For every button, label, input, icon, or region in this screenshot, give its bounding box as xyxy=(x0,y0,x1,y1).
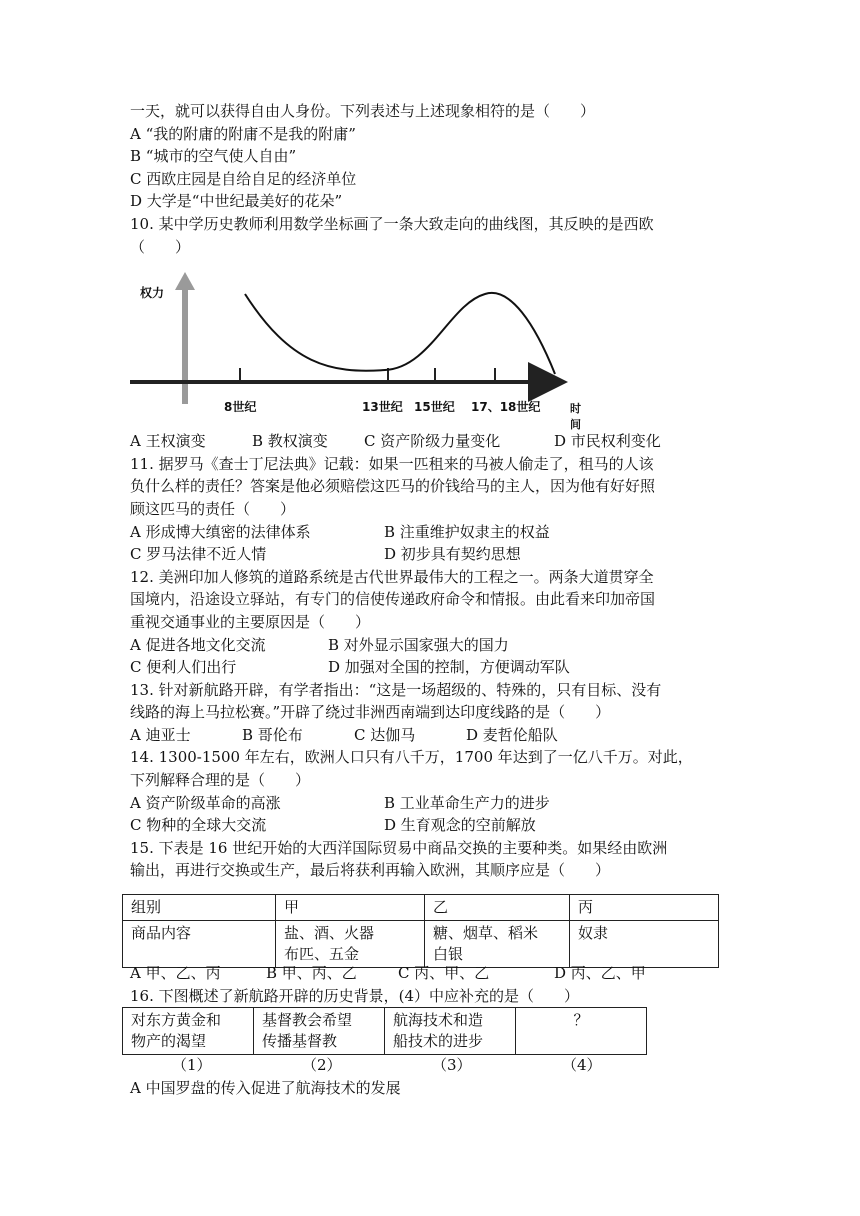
background-cell-4 xyxy=(516,1008,647,1055)
q13-option-a: A 迪亚士 xyxy=(130,725,191,744)
background-cell-1 xyxy=(123,1008,254,1055)
cell-line: 白银 xyxy=(433,945,464,963)
table-header-cell: 组别 xyxy=(123,895,276,921)
q10-option-a: A 王权演变 xyxy=(130,432,206,451)
q9-option-c: C 西欧庄园是自给自足的经济单位 xyxy=(130,169,357,188)
cell-line: 布匹、五金 xyxy=(284,945,360,963)
cell-line: 糖、烟草、稻米 xyxy=(433,924,539,942)
q12-option-a: A 促进各地文化交流 xyxy=(130,635,266,654)
q13-option-b: B 哥伦布 xyxy=(242,725,303,744)
q12-options-row-2 xyxy=(130,656,730,679)
q10-stem-bracket: （ ） xyxy=(130,237,191,256)
table-header-cell: 甲 xyxy=(276,895,425,921)
trade-goods-table xyxy=(122,894,719,968)
cell-line: 奴隶 xyxy=(578,924,609,942)
q15-stem-2: 输出，再进行交换或生产，最后将获利再输入欧洲，其顺序应是（ ） xyxy=(130,861,611,880)
q12-option-c: C 便利人们出行 xyxy=(130,658,237,677)
q14-option-a: A 资产阶级革命的高涨 xyxy=(130,793,281,812)
q15-option-a: A 甲、乙、丙 xyxy=(130,964,221,982)
q10-option-c: C 资产阶级力量变化 xyxy=(364,432,501,451)
number-2: （2） xyxy=(302,1056,342,1074)
tick-label-15c: 15世纪 xyxy=(414,400,455,415)
q13-stem-1: 13. 针对新航路开辟，有学者指出：“这是一场超级的、特殊的，只有目标、没有 xyxy=(130,680,662,699)
q14-options-row-1 xyxy=(130,792,730,815)
y-axis-label: 权力 xyxy=(140,286,165,301)
q11-stem-1: 11. 据罗马《查士丁尼法典》记载：如果一匹租来的马被人偷走了，租马的人该 xyxy=(130,454,654,473)
table-header-row xyxy=(123,895,719,921)
cell-line: 航海技术和造 xyxy=(393,1011,484,1029)
q15-option-b: B 甲、丙、乙 xyxy=(266,964,357,982)
q12-stem-1: 12. 美洲印加人修筑的道路系统是古代世界最伟大的工程之一。两条大道贯穿全 xyxy=(130,567,654,586)
cell-line: 对东方黄金和 xyxy=(131,1011,222,1029)
q9-option-b: B “城市的空气使人自由” xyxy=(130,147,297,166)
q9-option-d: D 大学是“中世纪最美好的花朵” xyxy=(130,192,343,211)
q11-options-row-1 xyxy=(130,521,730,544)
table-row-label: 商品内容 xyxy=(123,921,276,968)
background-table xyxy=(122,1007,647,1055)
q13-option-d: D 麦哲伦船队 xyxy=(466,725,558,744)
cell-line: 基督教会希望 xyxy=(262,1011,353,1029)
q15-option-d: D 丙、乙、甲 xyxy=(554,964,646,982)
tick-label-8c: 8世纪 xyxy=(224,400,257,415)
table-cell-jia xyxy=(276,921,425,968)
q13-stem-2: 线路的海上马拉松赛。”开辟了绕过非洲西南端到达印度线路的是（ ） xyxy=(130,703,611,722)
table-header-cell: 丙 xyxy=(570,895,719,921)
tick-label-17-18c: 17、18世纪 xyxy=(471,400,541,415)
q16-stem: 16. 下图概述了新航路开辟的历史背景，(4）中应补充的是（ ） xyxy=(130,987,580,1005)
q10-options xyxy=(130,430,730,453)
q12-options-row-1 xyxy=(130,634,730,657)
q12-stem-2: 国境内，沿途设立驿站，有专门的信使传递政府命令和情报。由此看来印加帝国 xyxy=(130,590,656,609)
y-axis-arrow xyxy=(175,272,195,290)
q12-option-d: D 加强对全国的控制，方便调动军队 xyxy=(328,658,570,677)
table-cell-bing xyxy=(570,921,719,968)
table-header-cell: 乙 xyxy=(425,895,570,921)
q10-option-b: B 教权演变 xyxy=(252,432,328,451)
q14-options-row-2 xyxy=(130,814,730,837)
background-cell-3 xyxy=(385,1008,516,1055)
power-curve xyxy=(245,293,555,374)
cell-line: 传播基督教 xyxy=(262,1032,338,1050)
q13-options xyxy=(130,724,730,747)
q16-option-a: A 中国罗盘的传入促进了航海技术的发展 xyxy=(130,1079,401,1097)
number-3: （3） xyxy=(432,1056,472,1074)
cell-line: 船技术的进步 xyxy=(393,1032,484,1050)
q15-option-c: C 丙、甲、乙 xyxy=(398,964,490,982)
q14-option-d: D 生育观念的空前解放 xyxy=(384,816,536,835)
table-row xyxy=(123,921,719,968)
q11-options-row-2 xyxy=(130,543,730,566)
q12-stem-3: 重视交通事业的主要原因是（ ） xyxy=(130,612,371,631)
x-axis-label: 时间 xyxy=(570,402,581,432)
cell-line: 盐、酒、火器 xyxy=(284,924,375,942)
power-curve-chart xyxy=(130,264,590,432)
cell-line: ？ xyxy=(573,1011,589,1029)
q10-option-d: D 市民权利变化 xyxy=(554,432,661,451)
q11-option-b: B 注重维护奴隶主的权益 xyxy=(384,522,550,541)
q15-stem-1: 15. 下表是 16 世纪开始的大西洋国际贸易中商品交换的主要种类。如果经由欧洲 xyxy=(130,838,668,857)
q13-option-c: C 达伽马 xyxy=(354,725,416,744)
q9-option-a: A “我的附庸的附庸不是我的附庸” xyxy=(130,124,356,143)
q14-stem-1: 14. 1300-1500 年左右，欧洲人口只有八千万，1700 年达到了一亿八千万。对此， xyxy=(130,748,693,767)
q11-option-c: C 罗马法律不近人情 xyxy=(130,545,267,564)
number-4: （4） xyxy=(562,1056,602,1074)
q9-stem-tail: 一天，就可以获得自由人身份。下列表述与上述现象相符的是（ ） xyxy=(130,102,596,120)
background-cell-2 xyxy=(254,1008,385,1055)
table-cell-yi xyxy=(425,921,570,968)
background-numbers xyxy=(122,1054,662,1076)
q11-option-d: D 初步具有契约思想 xyxy=(384,545,521,564)
table-row xyxy=(123,1008,647,1055)
q14-stem-2: 下列解释合理的是（ ） xyxy=(130,771,311,790)
cell-line: 物产的渴望 xyxy=(131,1032,207,1050)
q14-option-c: C 物种的全球大交流 xyxy=(130,816,267,835)
q11-stem-2: 负什么样的责任？答案是他必须赔偿这匹马的价钱给马的主人，因为他有好好照 xyxy=(130,477,656,496)
q12-option-b: B 对外显示国家强大的国力 xyxy=(328,635,509,654)
question-page xyxy=(130,100,730,882)
q11-stem-3: 顾这匹马的责任（ ） xyxy=(130,499,296,518)
q10-stem: 10. 某中学历史教师利用数学坐标画了一条大致走向的曲线图，其反映的是西欧 xyxy=(130,214,654,233)
q11-option-a: A 形成博大缜密的法律体系 xyxy=(130,522,311,541)
q15-options xyxy=(130,962,646,985)
number-1: （1） xyxy=(172,1056,212,1074)
q14-option-b: B 工业革命生产力的进步 xyxy=(384,793,550,812)
tick-label-13c: 13世纪 xyxy=(362,400,403,415)
